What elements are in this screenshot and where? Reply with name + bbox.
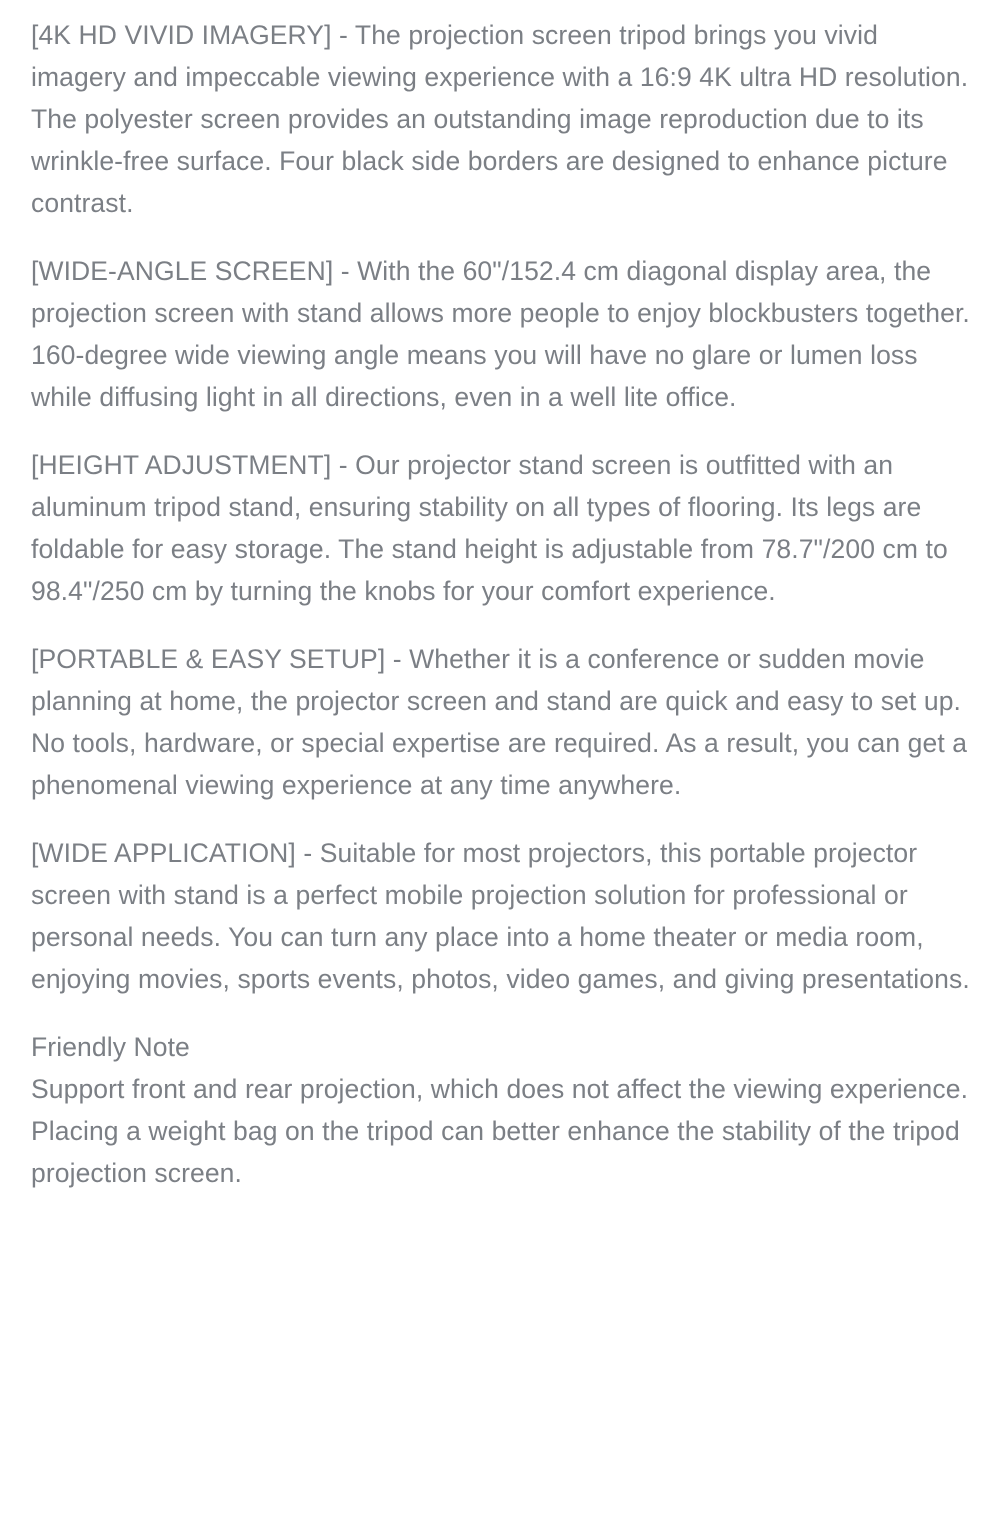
feature-paragraph-vivid-imagery: [4K HD VIVID IMAGERY] - The projection screen tripod brings you vivid imagery and impeccable viewing experience with a 16:9 4K ultra HD resolution. The polyester screen provides an outstanding image reproduction due to its wrinkle-free surface. Four black side borders are designed to enhance picture contrast. xyxy=(31,20,969,218)
friendly-note-block xyxy=(31,1026,975,1194)
feature-paragraph-height-adjustment: [HEIGHT ADJUSTMENT] - Our projector stand screen is outfitted with an aluminum tripod stand, ensuring stability on all types of flooring. Its legs are foldable for easy storage. The stand height is adjustable from 78.7"/200 cm to 98.4"/250 cm by turning the knobs for your comfort experience. xyxy=(31,450,948,606)
friendly-note-line-weight-bag: Placing a weight bag on the tripod can better enhance the stability of the tripod projection screen. xyxy=(31,1116,960,1188)
feature-paragraph-wide-angle-screen: [WIDE-ANGLE SCREEN] - With the 60"/152.4 cm diagonal display area, the projection screen with stand allows more people to enjoy blockbusters together. 160-degree wide viewing angle means you will have no glare or lumen loss while diffusing light in all directions, even in a well lite office. xyxy=(31,256,970,412)
feature-paragraph-wide-application: [WIDE APPLICATION] - Suitable for most projectors, this portable projector screen with stand is a perfect mobile projection solution for professional or personal needs. You can turn any place into a home theater or media room, enjoying movies, sports events, photos, video games, and giving presentations. xyxy=(31,838,970,994)
friendly-note-heading: Friendly Note xyxy=(31,1032,190,1062)
feature-paragraph-portable-easy-setup: [PORTABLE & EASY SETUP] - Whether it is a conference or sudden movie planning at home, the projector screen and stand are quick and easy to set up. No tools, hardware, or special expertise are required. As a result, you can get a phenomenal viewing experience at any time anywhere. xyxy=(31,644,968,800)
friendly-note-line-projection: Support front and rear projection, which does not affect the viewing experience. xyxy=(31,1074,969,1104)
